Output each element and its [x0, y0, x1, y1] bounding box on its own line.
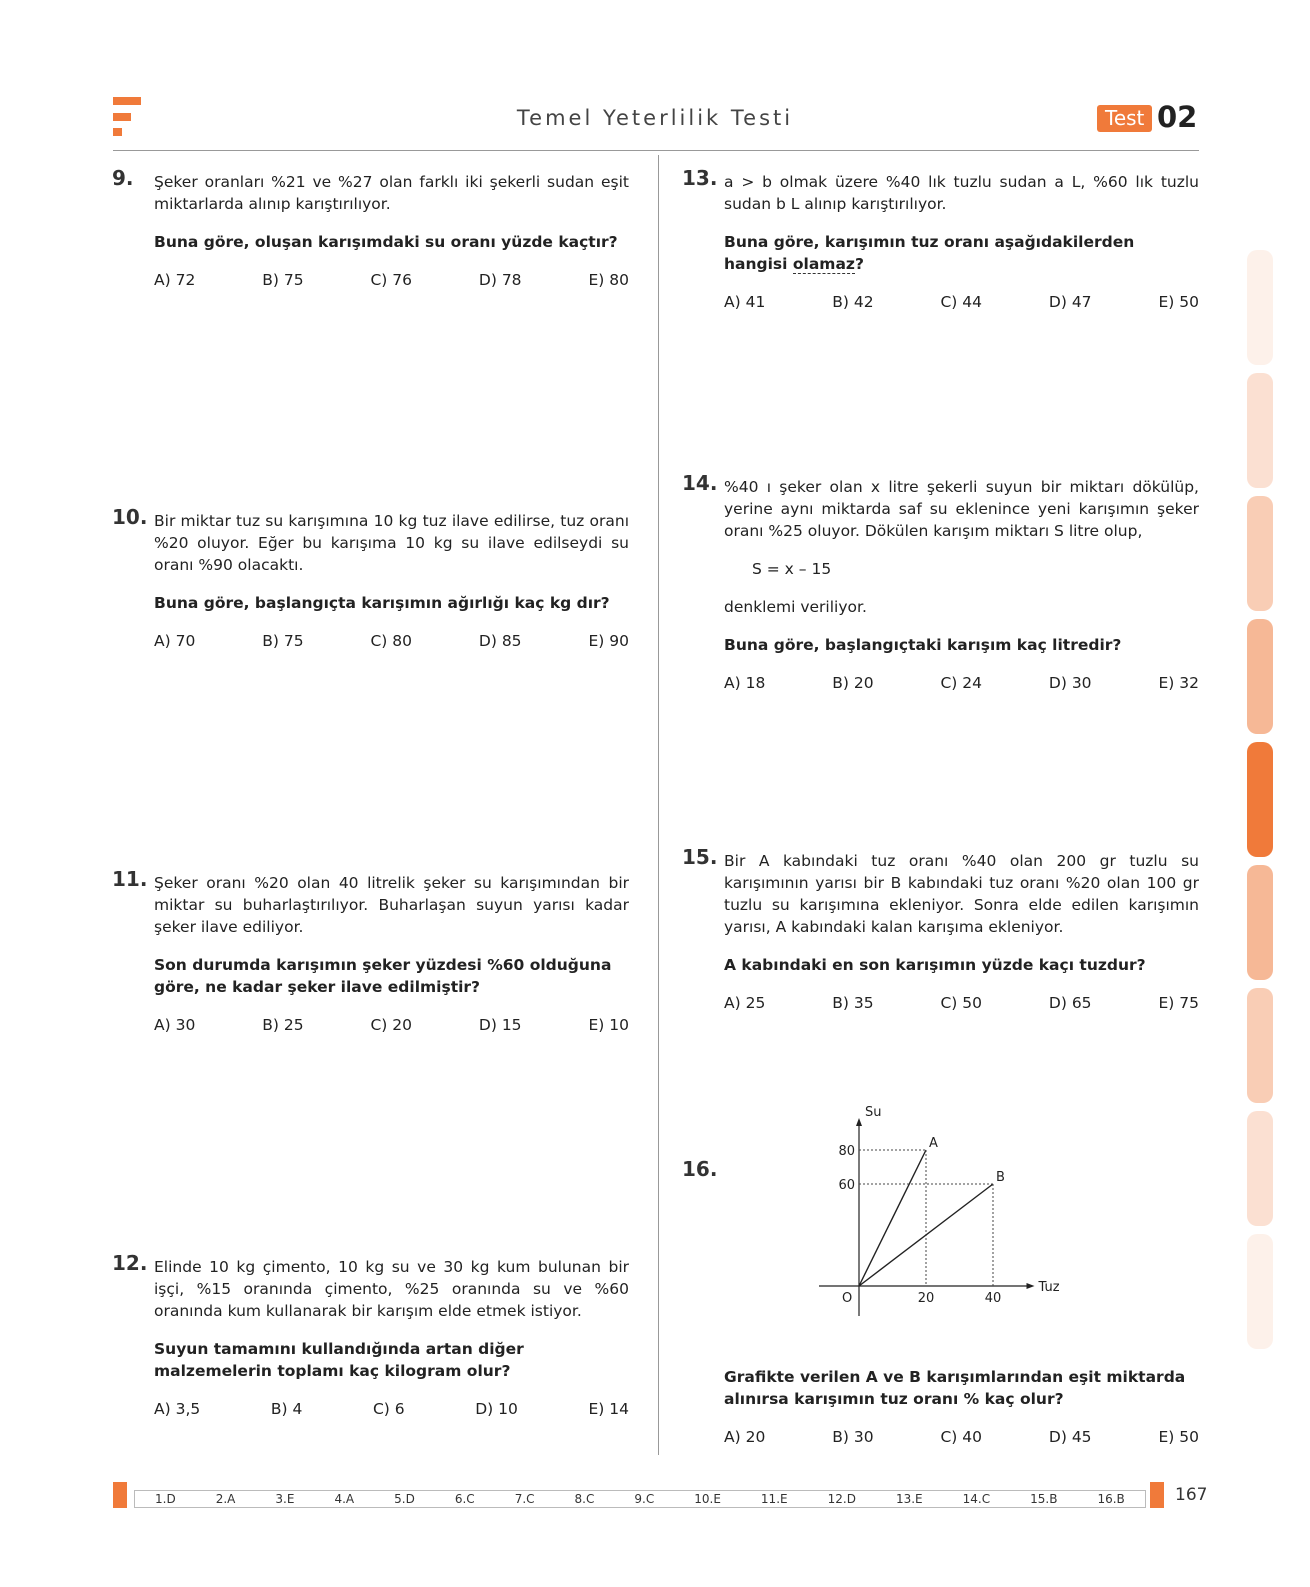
page-number: 167 [1175, 1485, 1208, 1505]
question-prompt: Buna göre, başlangıçtaki karışım kaç litredir? [724, 636, 1122, 654]
test-badge: Test [1097, 105, 1152, 132]
question-10 [112, 505, 629, 652]
side-tab [1247, 496, 1273, 611]
option-d[interactable]: D) 30 [1048, 674, 1092, 692]
answer-key-item: 8.C [574, 1492, 595, 1506]
option-a[interactable]: A) 25 [724, 994, 766, 1012]
option-a[interactable]: A) 70 [154, 632, 196, 650]
answer-key-item: 13.E [895, 1492, 923, 1506]
prompt-end: ? [854, 255, 864, 273]
origin-label: O [842, 1291, 853, 1306]
side-tab [1247, 250, 1273, 365]
side-tab [1247, 619, 1273, 734]
option-d[interactable]: D) 65 [1048, 994, 1092, 1012]
question-11 [112, 867, 629, 1036]
option-a[interactable]: A) 41 [724, 293, 766, 311]
answer-options [724, 672, 1199, 694]
question-prompt: A kabındaki en son karışımın yüzde kaçı tuzdur? [724, 956, 1146, 974]
question-prompt: Grafikte verilen A ve B karışımlarından eşit miktarda alınırsa karışımın tuz oranı % kaç olur? [724, 1368, 1186, 1408]
option-e[interactable]: E) 50 [1158, 293, 1199, 311]
answer-options [154, 630, 629, 652]
option-a[interactable]: A) 20 [724, 1428, 766, 1446]
question-number: 12. [112, 1251, 148, 1275]
answer-options [154, 1398, 629, 1420]
header-divider [113, 150, 1199, 151]
answer-key-item: 9.C [634, 1492, 655, 1506]
option-e[interactable]: E) 14 [588, 1400, 629, 1418]
mixture-chart [825, 1105, 1095, 1335]
option-d[interactable]: D) 10 [475, 1400, 518, 1418]
answer-key-item: 5.D [394, 1492, 415, 1506]
option-e[interactable]: E) 32 [1158, 674, 1199, 692]
option-a[interactable]: A) 3,5 [154, 1400, 201, 1418]
option-d[interactable]: D) 85 [478, 632, 522, 650]
side-tab-active [1247, 742, 1273, 857]
question-stem: a > b olmak üzere %40 lık tuzlu sudan a L, %60 lık tuzlu sudan b L alınıp karıştırılıyor. [724, 173, 1199, 213]
answer-key-item: 7.C [514, 1492, 535, 1506]
y-axis-arrow [856, 1118, 862, 1126]
y-tick-label: 60 [838, 1178, 855, 1193]
option-d[interactable]: D) 15 [478, 1016, 522, 1034]
question-prompt: Buna göre, oluşan karışımdaki su oranı yüzde kaçtır? [154, 233, 618, 251]
option-d[interactable]: D) 78 [478, 271, 522, 289]
equation: S = x – 15 [752, 560, 832, 578]
option-c[interactable]: C) 24 [940, 674, 982, 692]
column-divider [658, 155, 659, 1455]
test-number: 02 [1157, 100, 1198, 134]
answer-options [724, 992, 1199, 1014]
question-prompt: Son durumda karışımın şeker yüzdesi %60 olduğuna göre, ne kadar şeker ilave edilmiştir? [154, 956, 612, 996]
option-e[interactable]: E) 50 [1158, 1428, 1199, 1446]
option-b[interactable]: B) 75 [262, 271, 304, 289]
y-axis-label: Su [865, 1105, 882, 1120]
question-number: 10. [112, 505, 148, 529]
option-e[interactable]: E) 90 [588, 632, 629, 650]
question-9 [112, 166, 629, 291]
page-title: Temel Yeterlilik Testi [516, 106, 794, 130]
x-axis-arrow [1027, 1283, 1035, 1289]
question-number: 9. [112, 166, 134, 190]
side-tab [1247, 988, 1273, 1103]
option-e[interactable]: E) 10 [588, 1016, 629, 1034]
question-13 [682, 166, 1199, 313]
option-c[interactable]: C) 80 [370, 632, 412, 650]
prompt-text: Buna göre, karışımın tuz oranı aşağıdakilerden hangisi [724, 233, 1135, 273]
option-b[interactable]: B) 25 [262, 1016, 304, 1034]
option-d[interactable]: D) 47 [1048, 293, 1092, 311]
answer-key-item: 4.A [334, 1492, 355, 1506]
option-b[interactable]: B) 20 [832, 674, 874, 692]
series-label-a: A [929, 1136, 938, 1151]
x-axis-label: Tuz [1038, 1280, 1060, 1295]
answer-options [724, 1426, 1199, 1448]
option-b[interactable]: B) 42 [832, 293, 874, 311]
option-c[interactable]: C) 6 [372, 1400, 405, 1418]
question-12 [112, 1251, 629, 1420]
question-number: 11. [112, 867, 148, 891]
side-tab [1247, 1234, 1273, 1349]
question-stem: Şeker oranları %21 ve %27 olan farklı iki şekerli sudan eşit miktarlarda alınıp karıştırılıyor. [154, 173, 629, 213]
answer-key-item: 6.C [454, 1492, 475, 1506]
question-stem: %40 ı şeker olan x litre şekerli suyun bir miktarı dökülüp, yerine aynı miktarda saf su eklenince yeni karışımın şeker oranı %25 oluyor. Dökülen karışım miktarı S litre olup, [724, 478, 1199, 540]
option-a[interactable]: A) 72 [154, 271, 196, 289]
answer-options [724, 291, 1199, 313]
answer-key-item: 1.D [155, 1492, 176, 1506]
question-14 [682, 471, 1199, 694]
option-b[interactable]: B) 30 [832, 1428, 874, 1446]
question-number: 15. [682, 845, 718, 869]
answer-key-item: 14.C [962, 1492, 991, 1506]
option-c[interactable]: C) 44 [940, 293, 982, 311]
question-number: 16. [682, 1157, 718, 1181]
option-e[interactable]: E) 80 [588, 271, 629, 289]
answer-key-item: 11.E [760, 1492, 788, 1506]
question-number: 13. [682, 166, 718, 190]
option-c[interactable]: C) 76 [370, 271, 412, 289]
question-stem: Şeker oranı %20 olan 40 litrelik şeker su karışımından bir miktar su buharlaştırılıyor. Buharlaşan suyun yarısı kadar şeker ilave ediliyor. [154, 874, 629, 936]
question-prompt [724, 231, 1199, 275]
option-b[interactable]: B) 35 [832, 994, 874, 1012]
x-tick-label: 20 [917, 1291, 935, 1306]
question-stem: Elinde 10 kg çimento, 10 kg su ve 30 kg kum bulunan bir işçi, %15 oranında çimento, %25 oranında su ve %60 oranında kum kullanarak bir karışım elde etmek istiyor. [154, 1258, 629, 1320]
question-stem: Bir miktar tuz su karışımına 10 kg tuz ilave edilirse, tuz oranı %20 oluyor. Eğer bu karışıma 10 kg su ilave edilseydi su oranı %90 olacaktı. [154, 512, 629, 574]
answer-options [154, 1014, 629, 1036]
answer-key-item: 10.E [694, 1492, 721, 1506]
option-e[interactable]: E) 75 [1158, 994, 1199, 1012]
option-a[interactable]: A) 30 [154, 1016, 196, 1034]
answer-options [154, 269, 629, 291]
answer-key-item: 15.B [1030, 1492, 1058, 1506]
side-tab [1247, 373, 1273, 488]
option-b[interactable]: B) 75 [262, 632, 304, 650]
option-c[interactable]: C) 40 [940, 1428, 982, 1446]
question-number: 14. [682, 471, 718, 495]
answer-key-item: 3.E [275, 1492, 295, 1506]
answer-key-item: 16.B [1097, 1492, 1125, 1506]
question-prompt: Suyun tamamını kullandığında artan diğer malzemelerin toplamı kaç kilogram olur? [154, 1340, 524, 1380]
footer-marker [113, 1482, 127, 1508]
question-15 [682, 845, 1199, 1014]
answer-key-item: 2.A [215, 1492, 236, 1506]
question-stem: Bir A kabındaki tuz oranı %40 olan 200 gr tuzlu su karışımının yarısı bir B kabındaki tuz oranı %20 olan 100 gr tuzlu su karışımına ekleniyor. Sonra elde edilen karışımın yarısı, A kabındaki kalan karışıma ekleniyor. [724, 852, 1199, 936]
answer-key-item: 12.D [827, 1492, 856, 1506]
side-tab [1247, 865, 1273, 980]
question-stem-continued: denklemi veriliyor. [724, 598, 867, 616]
option-a[interactable]: A) 18 [724, 674, 766, 692]
underlined-word: olamaz [792, 255, 855, 273]
x-tick-label: 40 [984, 1291, 1002, 1306]
option-c[interactable]: C) 50 [940, 994, 982, 1012]
option-b[interactable]: B) 4 [270, 1400, 303, 1418]
series-label-b: B [996, 1170, 1005, 1185]
question-16-body [724, 1366, 1199, 1448]
y-tick-label: 80 [838, 1144, 855, 1159]
series-line-a [859, 1150, 926, 1286]
side-tab [1247, 1111, 1273, 1226]
question-prompt: Buna göre, başlangıçta karışımın ağırlığı kaç kg dır? [154, 594, 610, 612]
answer-key-bar [134, 1490, 1146, 1508]
option-d[interactable]: D) 45 [1048, 1428, 1092, 1446]
option-c[interactable]: C) 20 [370, 1016, 412, 1034]
footer-marker [1150, 1482, 1164, 1508]
